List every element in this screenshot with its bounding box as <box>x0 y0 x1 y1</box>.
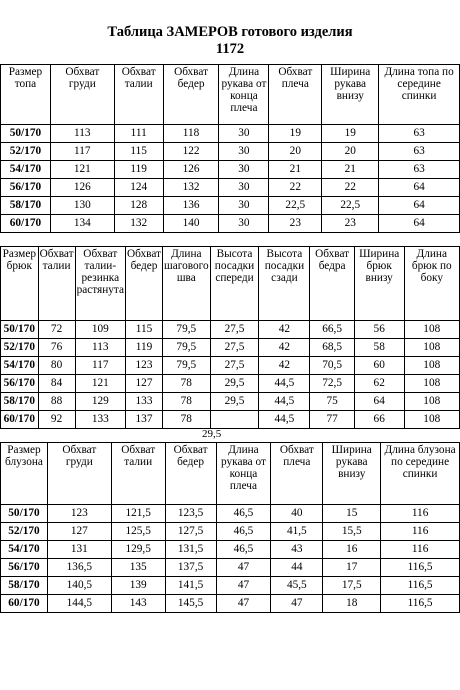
blouson-header-cell: Размер блузона <box>1 443 48 505</box>
measurement-cell: 21 <box>322 161 379 179</box>
measurement-cell: 64 <box>379 215 460 233</box>
blouson-header-cell: Обхват плеча <box>271 443 323 505</box>
measurement-cell: 17 <box>323 559 381 577</box>
measurement-cell: 70,5 <box>310 357 354 375</box>
blouson-table <box>0 442 460 613</box>
measurement-cell: 64 <box>379 179 460 197</box>
pants-header-cell: Высота посадки спереди <box>210 247 259 321</box>
table-row <box>1 143 460 161</box>
measurement-cell <box>210 411 259 429</box>
table-row <box>1 321 460 339</box>
tops-header-cell: Длина рукава от конца плеча <box>219 65 269 125</box>
measurement-cell: 139 <box>111 577 165 595</box>
measurement-cell: 29,5 <box>210 393 259 411</box>
table-row <box>1 595 460 613</box>
tops-header-cell: Обхват талии <box>114 65 163 125</box>
table-row <box>1 179 460 197</box>
measurement-cell: 132 <box>114 215 163 233</box>
measurement-cell: 44,5 <box>259 411 310 429</box>
measurement-cell: 18 <box>323 595 381 613</box>
measurement-cell: 129 <box>75 393 125 411</box>
measurement-cell: 23 <box>269 215 322 233</box>
measurement-cell: 115 <box>114 143 163 161</box>
table-row <box>1 161 460 179</box>
measurement-cell: 84 <box>38 375 75 393</box>
measurement-cell: 109 <box>75 321 125 339</box>
pants-header-cell: Длина брюк по боку <box>404 247 459 321</box>
pants-header-cell: Обхват талии-резинка растянута <box>75 247 125 321</box>
measurement-cell: 108 <box>404 411 459 429</box>
measurement-cell: 79,5 <box>163 357 211 375</box>
measurement-cell: 44,5 <box>259 375 310 393</box>
measurement-cell: 47 <box>216 577 271 595</box>
measurement-cell: 117 <box>75 357 125 375</box>
measurement-cell: 23 <box>322 215 379 233</box>
size-cell: 54/170 <box>1 161 51 179</box>
measurement-cell: 80 <box>38 357 75 375</box>
measurement-cell: 76 <box>38 339 75 357</box>
measurement-cell: 121,5 <box>111 505 165 523</box>
table-row <box>1 505 460 523</box>
measurement-cell: 113 <box>50 125 114 143</box>
measurement-cell: 135 <box>111 559 165 577</box>
table-row <box>1 125 460 143</box>
table-row <box>1 559 460 577</box>
measurement-cell: 78 <box>163 411 211 429</box>
measurement-cell: 44,5 <box>259 393 310 411</box>
table-row <box>1 215 460 233</box>
measurement-cell: 132 <box>163 179 219 197</box>
measurement-cell: 15,5 <box>323 523 381 541</box>
measurement-cell: 47 <box>216 595 271 613</box>
measurement-cell: 30 <box>219 215 269 233</box>
measurement-cell: 22 <box>269 179 322 197</box>
pants-stray-value: 29,5 <box>202 428 222 440</box>
measurement-cell: 116,5 <box>381 595 460 613</box>
measurement-cell: 127 <box>47 523 111 541</box>
measurement-cell: 19 <box>269 125 322 143</box>
measurement-cell: 72,5 <box>310 375 354 393</box>
tops-header-cell: Обхват груди <box>50 65 114 125</box>
measurement-cell: 21 <box>269 161 322 179</box>
tops-body <box>1 125 460 233</box>
pants-header <box>1 247 460 321</box>
measurement-cell: 19 <box>322 125 379 143</box>
measurement-cell: 16 <box>323 541 381 559</box>
measurement-cell: 27,5 <box>210 339 259 357</box>
measurement-cell: 63 <box>379 125 460 143</box>
tops-header-cell: Размер топа <box>1 65 51 125</box>
measurement-cell: 133 <box>75 411 125 429</box>
measurement-cell: 134 <box>50 215 114 233</box>
measurement-cell: 108 <box>404 393 459 411</box>
measurement-cell: 22 <box>322 179 379 197</box>
table-row <box>1 375 460 393</box>
size-cell: 60/170 <box>1 595 48 613</box>
measurement-cell: 143 <box>111 595 165 613</box>
measurement-cell: 72 <box>38 321 75 339</box>
size-cell: 58/170 <box>1 393 39 411</box>
measurement-cell: 17,5 <box>323 577 381 595</box>
measurement-cell: 79,5 <box>163 339 211 357</box>
measurement-cell: 27,5 <box>210 321 259 339</box>
measurement-cell: 116 <box>381 523 460 541</box>
blouson-header-cell: Длина рукава от конца плеча <box>216 443 271 505</box>
measurement-cell: 131 <box>47 541 111 559</box>
blouson-header-cell: Обхват груди <box>47 443 111 505</box>
size-cell: 54/170 <box>1 357 39 375</box>
measurement-cell: 46,5 <box>216 541 271 559</box>
measurement-cell: 108 <box>404 321 459 339</box>
measurement-cell: 62 <box>354 375 404 393</box>
table-row <box>1 523 460 541</box>
measurement-cell: 136 <box>163 197 219 215</box>
size-cell: 52/170 <box>1 143 51 161</box>
size-cell: 58/170 <box>1 577 48 595</box>
blouson-body <box>1 505 460 613</box>
pants-body <box>1 321 460 429</box>
measurement-cell: 30 <box>219 143 269 161</box>
measurement-cell: 42 <box>259 357 310 375</box>
measurement-cell: 123,5 <box>165 505 216 523</box>
measurement-cell: 116 <box>381 541 460 559</box>
measurement-cell: 30 <box>219 125 269 143</box>
measurement-cell: 121 <box>75 375 125 393</box>
measurement-cell: 116,5 <box>381 559 460 577</box>
size-cell: 58/170 <box>1 197 51 215</box>
measurement-cell: 47 <box>271 595 323 613</box>
measurement-cell: 121 <box>50 161 114 179</box>
tops-table <box>0 64 460 233</box>
measurement-cell: 144,5 <box>47 595 111 613</box>
measurement-cell: 68,5 <box>310 339 354 357</box>
tops-header-cell: Обхват бедер <box>163 65 219 125</box>
measurement-cell: 129,5 <box>111 541 165 559</box>
measurement-cell: 43 <box>271 541 323 559</box>
measurement-cell: 30 <box>219 179 269 197</box>
table-row <box>1 541 460 559</box>
measurement-cell: 116 <box>381 505 460 523</box>
measurement-cell: 66,5 <box>310 321 354 339</box>
document-title: Таблица ЗАМЕРОВ готового изделия <box>107 24 353 40</box>
tops-header-cell: Длина топа по середине спинки <box>379 65 460 125</box>
measurement-cell: 141,5 <box>165 577 216 595</box>
measurement-cell: 75 <box>310 393 354 411</box>
measurement-cell: 20 <box>269 143 322 161</box>
measurement-cell: 79,5 <box>163 321 211 339</box>
size-cell: 56/170 <box>1 179 51 197</box>
measurement-cell: 64 <box>354 393 404 411</box>
size-cell: 60/170 <box>1 215 51 233</box>
measurement-cell: 58 <box>354 339 404 357</box>
measurement-cell: 126 <box>50 179 114 197</box>
measurement-cell: 77 <box>310 411 354 429</box>
measurement-cell: 92 <box>38 411 75 429</box>
measurement-cell: 46,5 <box>216 523 271 541</box>
measurement-cell: 108 <box>404 357 459 375</box>
article-number: 1172 <box>215 41 245 57</box>
measurement-cell: 137,5 <box>165 559 216 577</box>
measurement-cell: 127 <box>126 375 163 393</box>
measurement-cell: 42 <box>259 339 310 357</box>
measurement-cell: 133 <box>126 393 163 411</box>
measurement-cell: 15 <box>323 505 381 523</box>
measurement-cell: 46,5 <box>216 505 271 523</box>
tops-header <box>1 65 460 125</box>
blouson-header <box>1 443 460 505</box>
size-cell: 54/170 <box>1 541 48 559</box>
measurement-cell: 45,5 <box>271 577 323 595</box>
size-cell: 56/170 <box>1 559 48 577</box>
size-cell: 52/170 <box>1 523 48 541</box>
measurement-cell: 78 <box>163 393 211 411</box>
size-cell: 50/170 <box>1 505 48 523</box>
size-cell: 60/170 <box>1 411 39 429</box>
measurement-cell: 27,5 <box>210 357 259 375</box>
measurement-cell: 115 <box>126 321 163 339</box>
measurement-cell: 117 <box>50 143 114 161</box>
measurement-cell: 63 <box>379 161 460 179</box>
measurement-cell: 127,5 <box>165 523 216 541</box>
pants-header-cell: Высота посадки сзади <box>259 247 310 321</box>
size-cell: 56/170 <box>1 375 39 393</box>
tops-header-cell: Обхват плеча <box>269 65 322 125</box>
measurement-cell: 30 <box>219 161 269 179</box>
size-cell: 52/170 <box>1 339 39 357</box>
table-row <box>1 393 460 411</box>
pants-header-cell: Ширина брюк внизу <box>354 247 404 321</box>
blouson-header-cell: Ширина рукава внизу <box>323 443 381 505</box>
measurement-cell: 64 <box>379 197 460 215</box>
blouson-header-cell: Обхват бедер <box>165 443 216 505</box>
measurement-cell: 126 <box>163 161 219 179</box>
measurement-cell: 140 <box>163 215 219 233</box>
measurement-cell: 123 <box>126 357 163 375</box>
pants-header-cell: Длина шагового шва <box>163 247 211 321</box>
measurement-cell: 44 <box>271 559 323 577</box>
table-row <box>1 577 460 595</box>
measurement-cell: 113 <box>75 339 125 357</box>
measurement-cell: 108 <box>404 375 459 393</box>
table-row <box>1 339 460 357</box>
measurement-cell: 22,5 <box>322 197 379 215</box>
measurement-cell: 116,5 <box>381 577 460 595</box>
measurement-cell: 119 <box>126 339 163 357</box>
pants-header-cell: Обхват бедер <box>126 247 163 321</box>
measurement-cell: 136,5 <box>47 559 111 577</box>
pants-header-cell: Обхват талии <box>38 247 75 321</box>
measurement-cell: 22,5 <box>269 197 322 215</box>
tops-header-cell: Ширина рукава внизу <box>322 65 379 125</box>
measurement-cell: 122 <box>163 143 219 161</box>
measurement-cell: 78 <box>163 375 211 393</box>
measurement-cell: 47 <box>216 559 271 577</box>
measurement-cell: 40 <box>271 505 323 523</box>
measurement-cell: 111 <box>114 125 163 143</box>
measurement-cell: 140,5 <box>47 577 111 595</box>
blouson-header-cell: Длина блузона по середине спинки <box>381 443 460 505</box>
blouson-header-cell: Обхват талии <box>111 443 165 505</box>
measurement-cell: 66 <box>354 411 404 429</box>
measurement-cell: 145,5 <box>165 595 216 613</box>
pants-table <box>0 246 460 429</box>
measurement-cell: 63 <box>379 143 460 161</box>
measurement-cell: 29,5 <box>210 375 259 393</box>
measurement-cell: 125,5 <box>111 523 165 541</box>
measurement-cell: 123 <box>47 505 111 523</box>
measurement-cell: 20 <box>322 143 379 161</box>
measurement-cell: 130 <box>50 197 114 215</box>
pants-header-cell: Размер брюк <box>1 247 39 321</box>
measurement-cell: 30 <box>219 197 269 215</box>
measurement-cell: 41,5 <box>271 523 323 541</box>
measurement-cell: 108 <box>404 339 459 357</box>
measurement-cell: 56 <box>354 321 404 339</box>
measurement-cell: 88 <box>38 393 75 411</box>
size-cell: 50/170 <box>1 125 51 143</box>
pants-header-cell: Обхват бедра <box>310 247 354 321</box>
table-row <box>1 357 460 375</box>
measurement-cell: 128 <box>114 197 163 215</box>
table-row <box>1 197 460 215</box>
size-cell: 50/170 <box>1 321 39 339</box>
measurement-cell: 42 <box>259 321 310 339</box>
measurement-cell: 119 <box>114 161 163 179</box>
measurement-cell: 124 <box>114 179 163 197</box>
measurement-cell: 118 <box>163 125 219 143</box>
measurement-cell: 60 <box>354 357 404 375</box>
measurement-cell: 137 <box>126 411 163 429</box>
table-row <box>1 411 460 429</box>
measurement-cell: 131,5 <box>165 541 216 559</box>
